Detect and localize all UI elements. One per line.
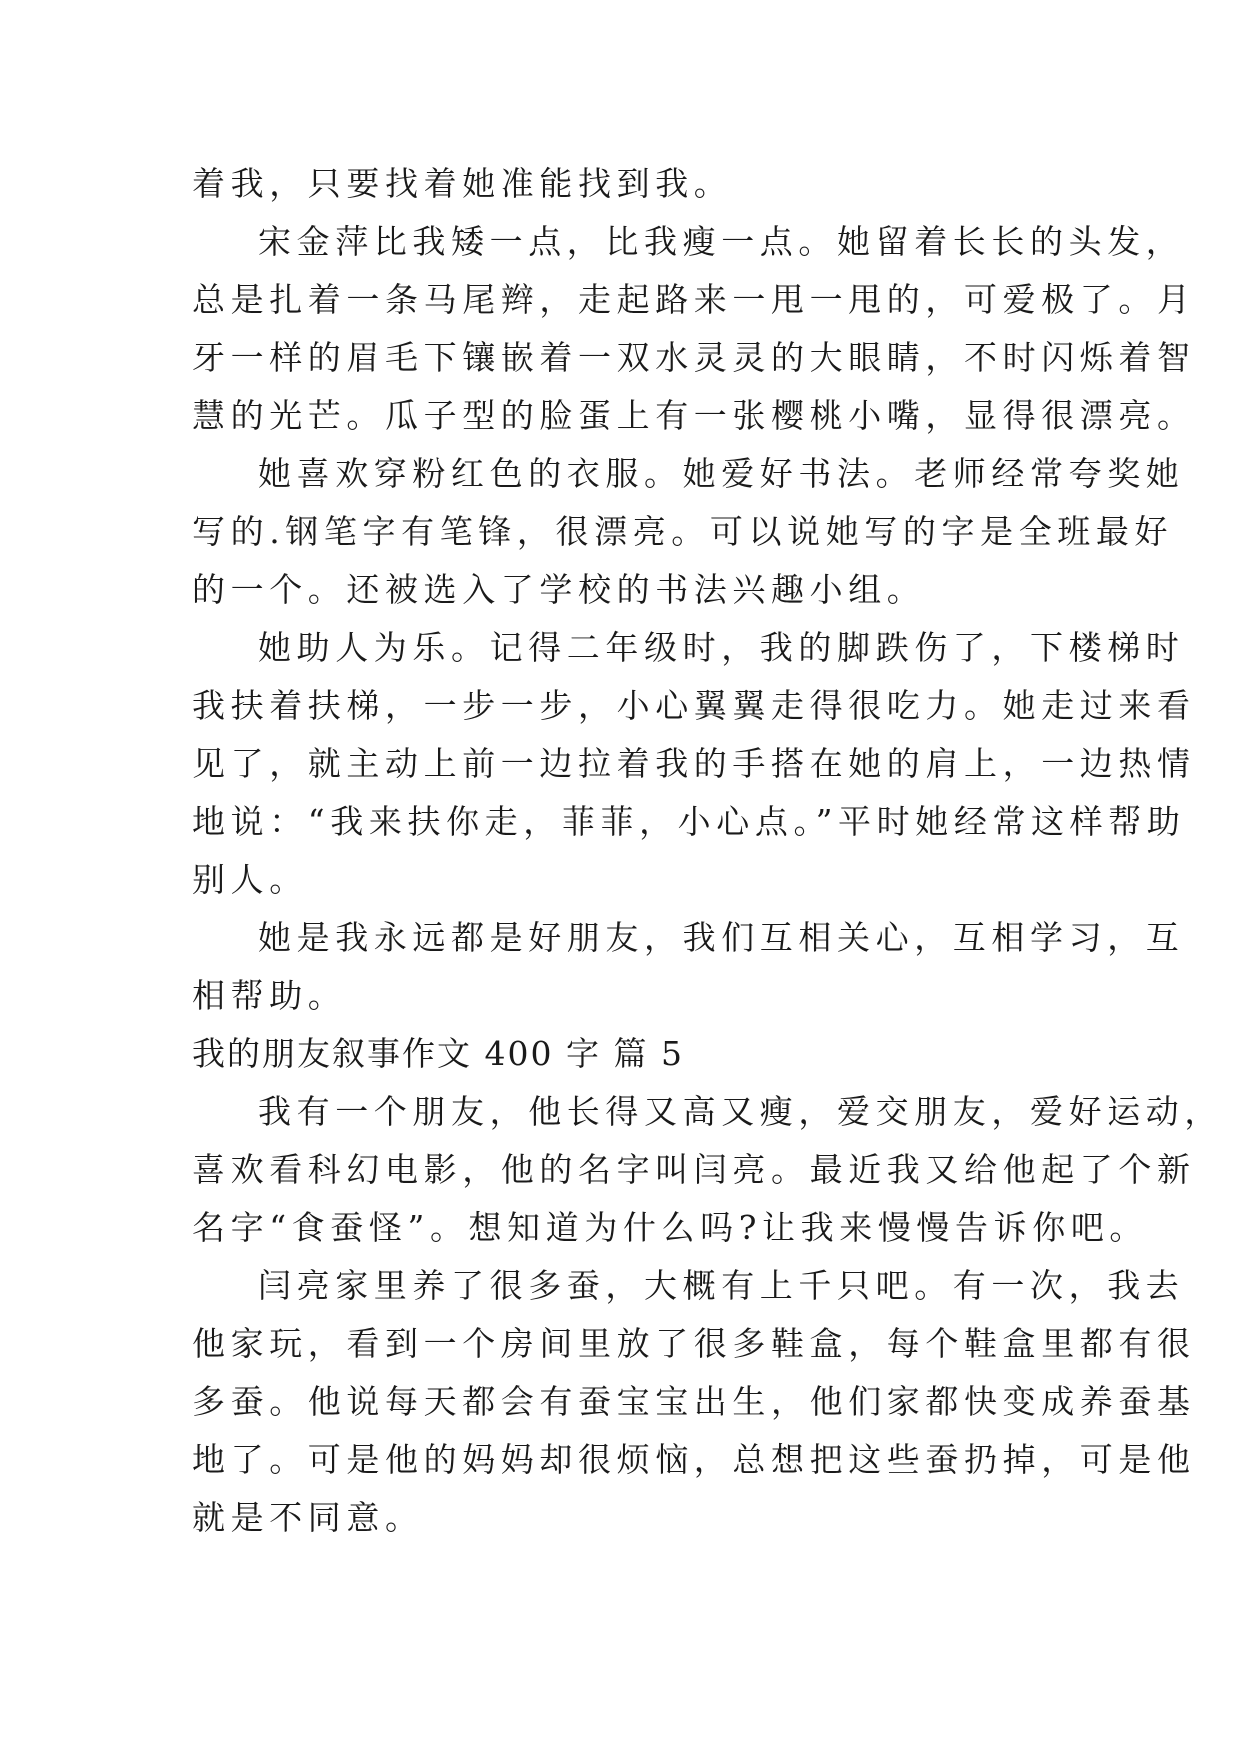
text-line: 牙一样的眉毛下镶嵌着一双水灵灵的大眼睛，不时闪烁着智: [192, 338, 1196, 377]
text-line: 写的.钢笔字有笔锋，很漂亮。可以说她写的字是全班最好: [192, 512, 1174, 551]
paragraph-start-line: 闫亮家里养了很多蚕，大概有上千只吧。有一次，我去: [258, 1266, 1185, 1305]
text-line: 的一个。还被选入了学校的书法兴趣小组。: [192, 570, 926, 609]
section-heading: 我的朋友叙事作文 400 字 篇 5: [192, 1034, 684, 1073]
text-line: 见了，就主动上前一边拉着我的手搭在她的肩上，一边热情: [192, 744, 1196, 783]
text-line: 总是扎着一条马尾辫，走起路来一甩一甩的，可爱极了。月: [192, 280, 1196, 319]
text-line: 别人。: [192, 860, 308, 899]
text-line: 就是不同意。: [192, 1498, 424, 1537]
text-line: 着我，只要找着她准能找到我。: [192, 164, 733, 203]
text-line: 名字“食蚕怪”。想知道为什么吗?让我来慢慢告诉你吧。: [192, 1208, 1149, 1247]
text-line: 地说：“我来扶你走，菲菲，小心点。”平时她经常这样帮助: [192, 802, 1186, 841]
text-line: 相帮助。: [192, 976, 347, 1015]
paragraph-start-line: 她是我永远都是好朋友，我们互相关心，互相学习，互: [258, 918, 1185, 957]
text-line: 多蚕。他说每天都会有蚕宝宝出生，他们家都快变成养蚕基: [192, 1382, 1196, 1421]
paragraph-start-line: 她助人为乐。记得二年级时，我的脚跌伤了，下楼梯时: [258, 628, 1185, 667]
text-line: 他家玩，看到一个房间里放了很多鞋盒，每个鞋盒里都有很: [192, 1324, 1196, 1363]
paragraph-start-line: 她喜欢穿粉红色的衣服。她爱好书法。老师经常夸奖她: [258, 454, 1185, 493]
text-line: 慧的光芒。瓜子型的脸蛋上有一张樱桃小嘴，显得很漂亮。: [192, 396, 1196, 435]
text-line: 地了。可是他的妈妈却很烦恼，总想把这些蚕扔掉，可是他: [192, 1440, 1196, 1479]
paragraph-start-line: 宋金萍比我矮一点，比我瘦一点。她留着长长的头发，: [258, 222, 1185, 261]
text-line: 我扶着扶梯，一步一步，小心翼翼走得很吃力。她走过来看: [192, 686, 1196, 725]
text-line: 喜欢看科幻电影，他的名字叫闫亮。最近我又给他起了个新: [192, 1150, 1196, 1189]
paragraph-start-line: 我有一个朋友，他长得又高又瘦，爱交朋友，爱好运动，: [258, 1092, 1223, 1131]
